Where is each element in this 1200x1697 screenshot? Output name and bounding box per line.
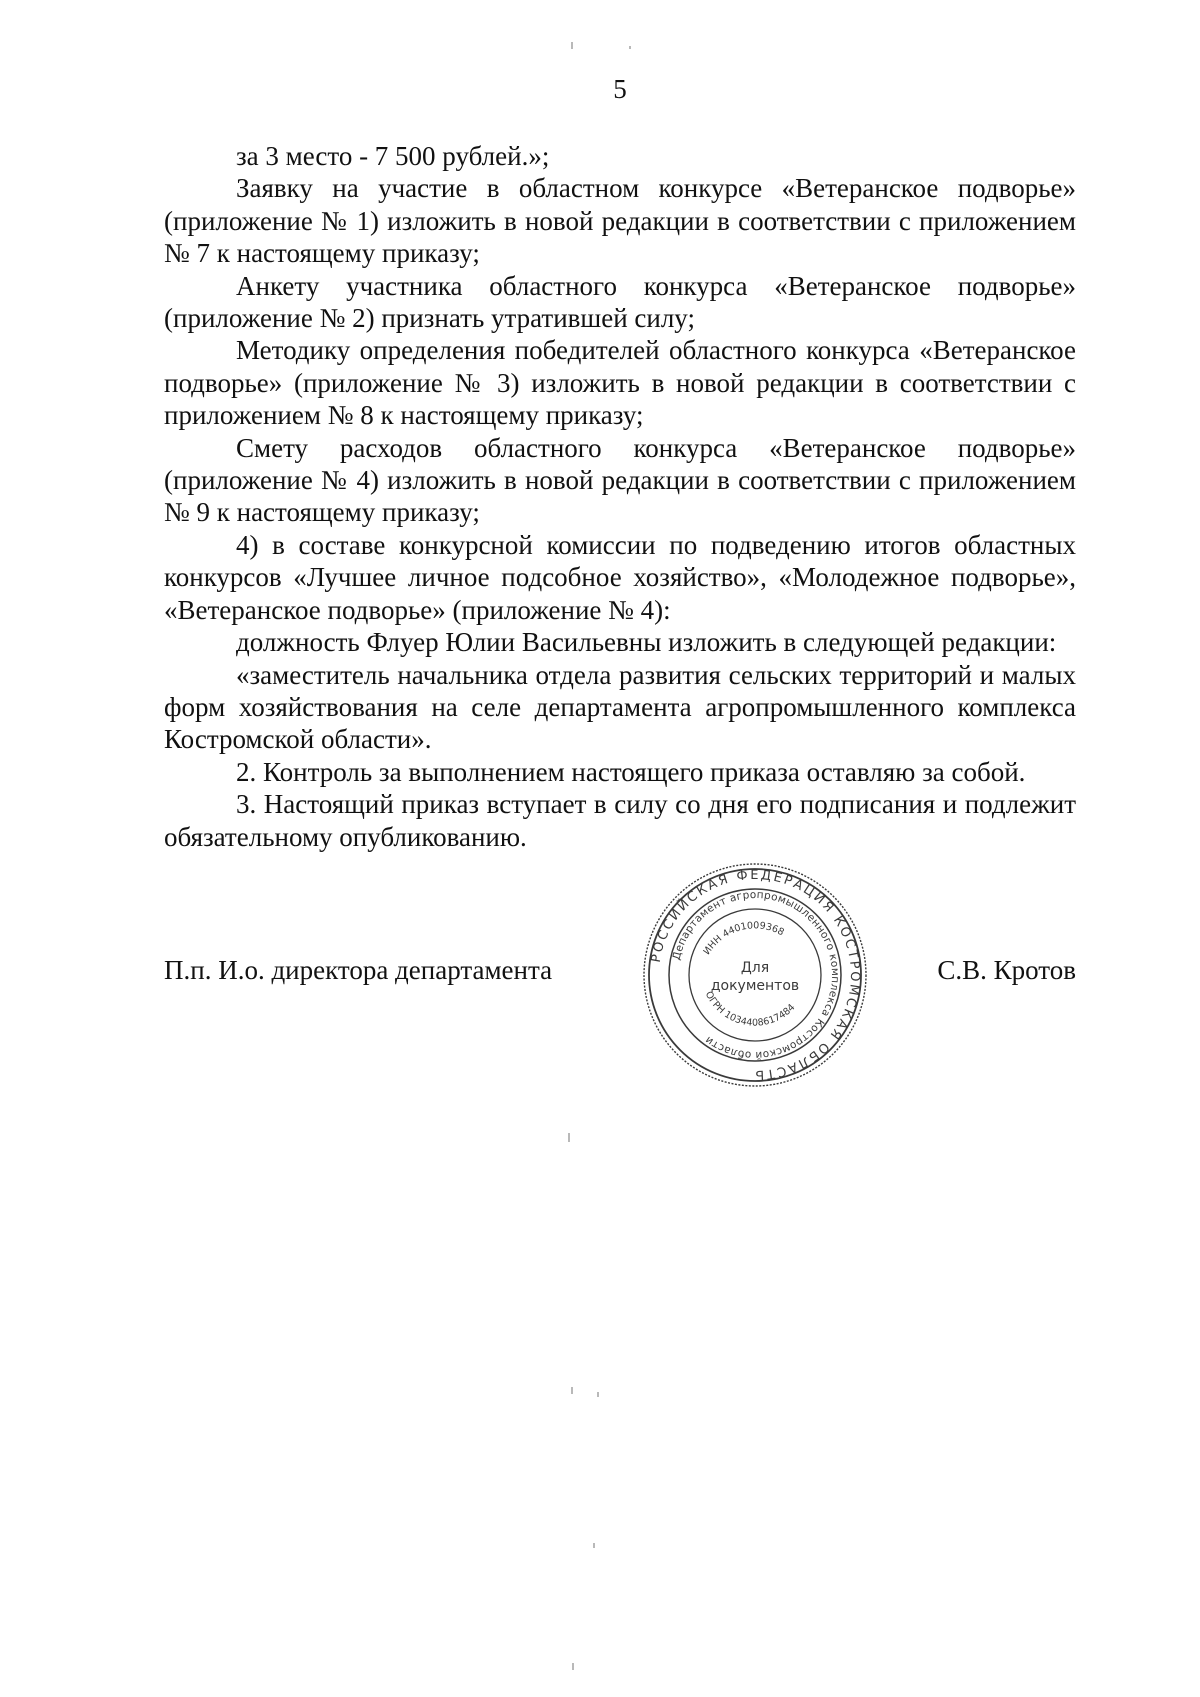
paragraph-budget: Смету расходов областного конкурса «Ветеранское подворье» (приложение № 4) изложить в новой редакции в соответствии с приложением № 9 к настоящему приказу; (164, 432, 1076, 528)
scan-artifact (571, 42, 573, 49)
signatory-title: П.п. И.о. директора департамента (164, 955, 553, 985)
stamp-middle-text: Департамент агропромышленного комплекса Костромской области (670, 888, 842, 1062)
paragraph-methodology: Методику определения победителей областного конкурса «Ветеранское подворье» (приложение № 3) изложить в новой редакции в соответствии с приложением № 8 к настоящему приказу; (164, 335, 1076, 431)
stamp-inn: ИНН 4401009368 (701, 920, 786, 957)
official-seal-stamp (640, 860, 870, 1090)
page-number: 5 (613, 74, 627, 104)
scan-artifact (629, 46, 631, 49)
paragraph-new-position: «заместитель начальника отдела развития сельских территорий и малых форм хозяйствования на селе департамента агропромышленного комплекса Костромской области». (164, 659, 1076, 755)
stamp-center-line1: Для (740, 960, 770, 976)
paragraph-questionnaire: Анкету участника областного конкурса «Ветеранское подворье» (приложение № 2) признать утратившей силу; (164, 270, 1076, 334)
signatory-name: С.В. Кротов (937, 955, 1076, 985)
scan-artifact (572, 1663, 574, 1670)
paragraph-commission: 4) в составе конкурсной комиссии по подведению итогов областных конкурсов «Лучшее личное подсобное хозяйство», «Молодежное подворье», «Ветеранское подворье» (приложение № 4): (164, 529, 1076, 625)
paragraph-control: 2. Контроль за выполнением настоящего приказа оставляю за собой. (236, 756, 1026, 787)
document-body (164, 140, 1076, 853)
paragraph-prize-amount: за 3 место - 7 500 рублей.»; (236, 141, 550, 171)
signature-row (164, 955, 1076, 995)
scan-artifact (568, 1133, 570, 1142)
stamp-center-line2: документов (710, 978, 800, 994)
paragraph-effective-date: 3. Настоящий приказ вступает в силу со дня его подписания и подлежит обязательному опубликованию. (164, 789, 1076, 852)
paragraph-application-form: Заявку на участие в областном конкурсе «Ветеранское подворье» (приложение № 1) изложить в новой редакции в соответствии с приложением № 7 к настоящему приказу; (164, 173, 1076, 269)
paragraph-position: должность Флуер Юлии Васильевны изложить в следующей редакции: (236, 627, 1057, 658)
scan-artifact (593, 1543, 595, 1548)
stamp-ogrn: ОГРН 1034408617484 (702, 989, 798, 1029)
scan-artifact (571, 1387, 573, 1394)
stamp-outer-text: РОССИЙСКАЯ ФЕДЕРАЦИЯ КОСТРОМСКАЯ ОБЛАСТЬ (648, 867, 863, 1083)
scan-artifact (597, 1392, 599, 1397)
